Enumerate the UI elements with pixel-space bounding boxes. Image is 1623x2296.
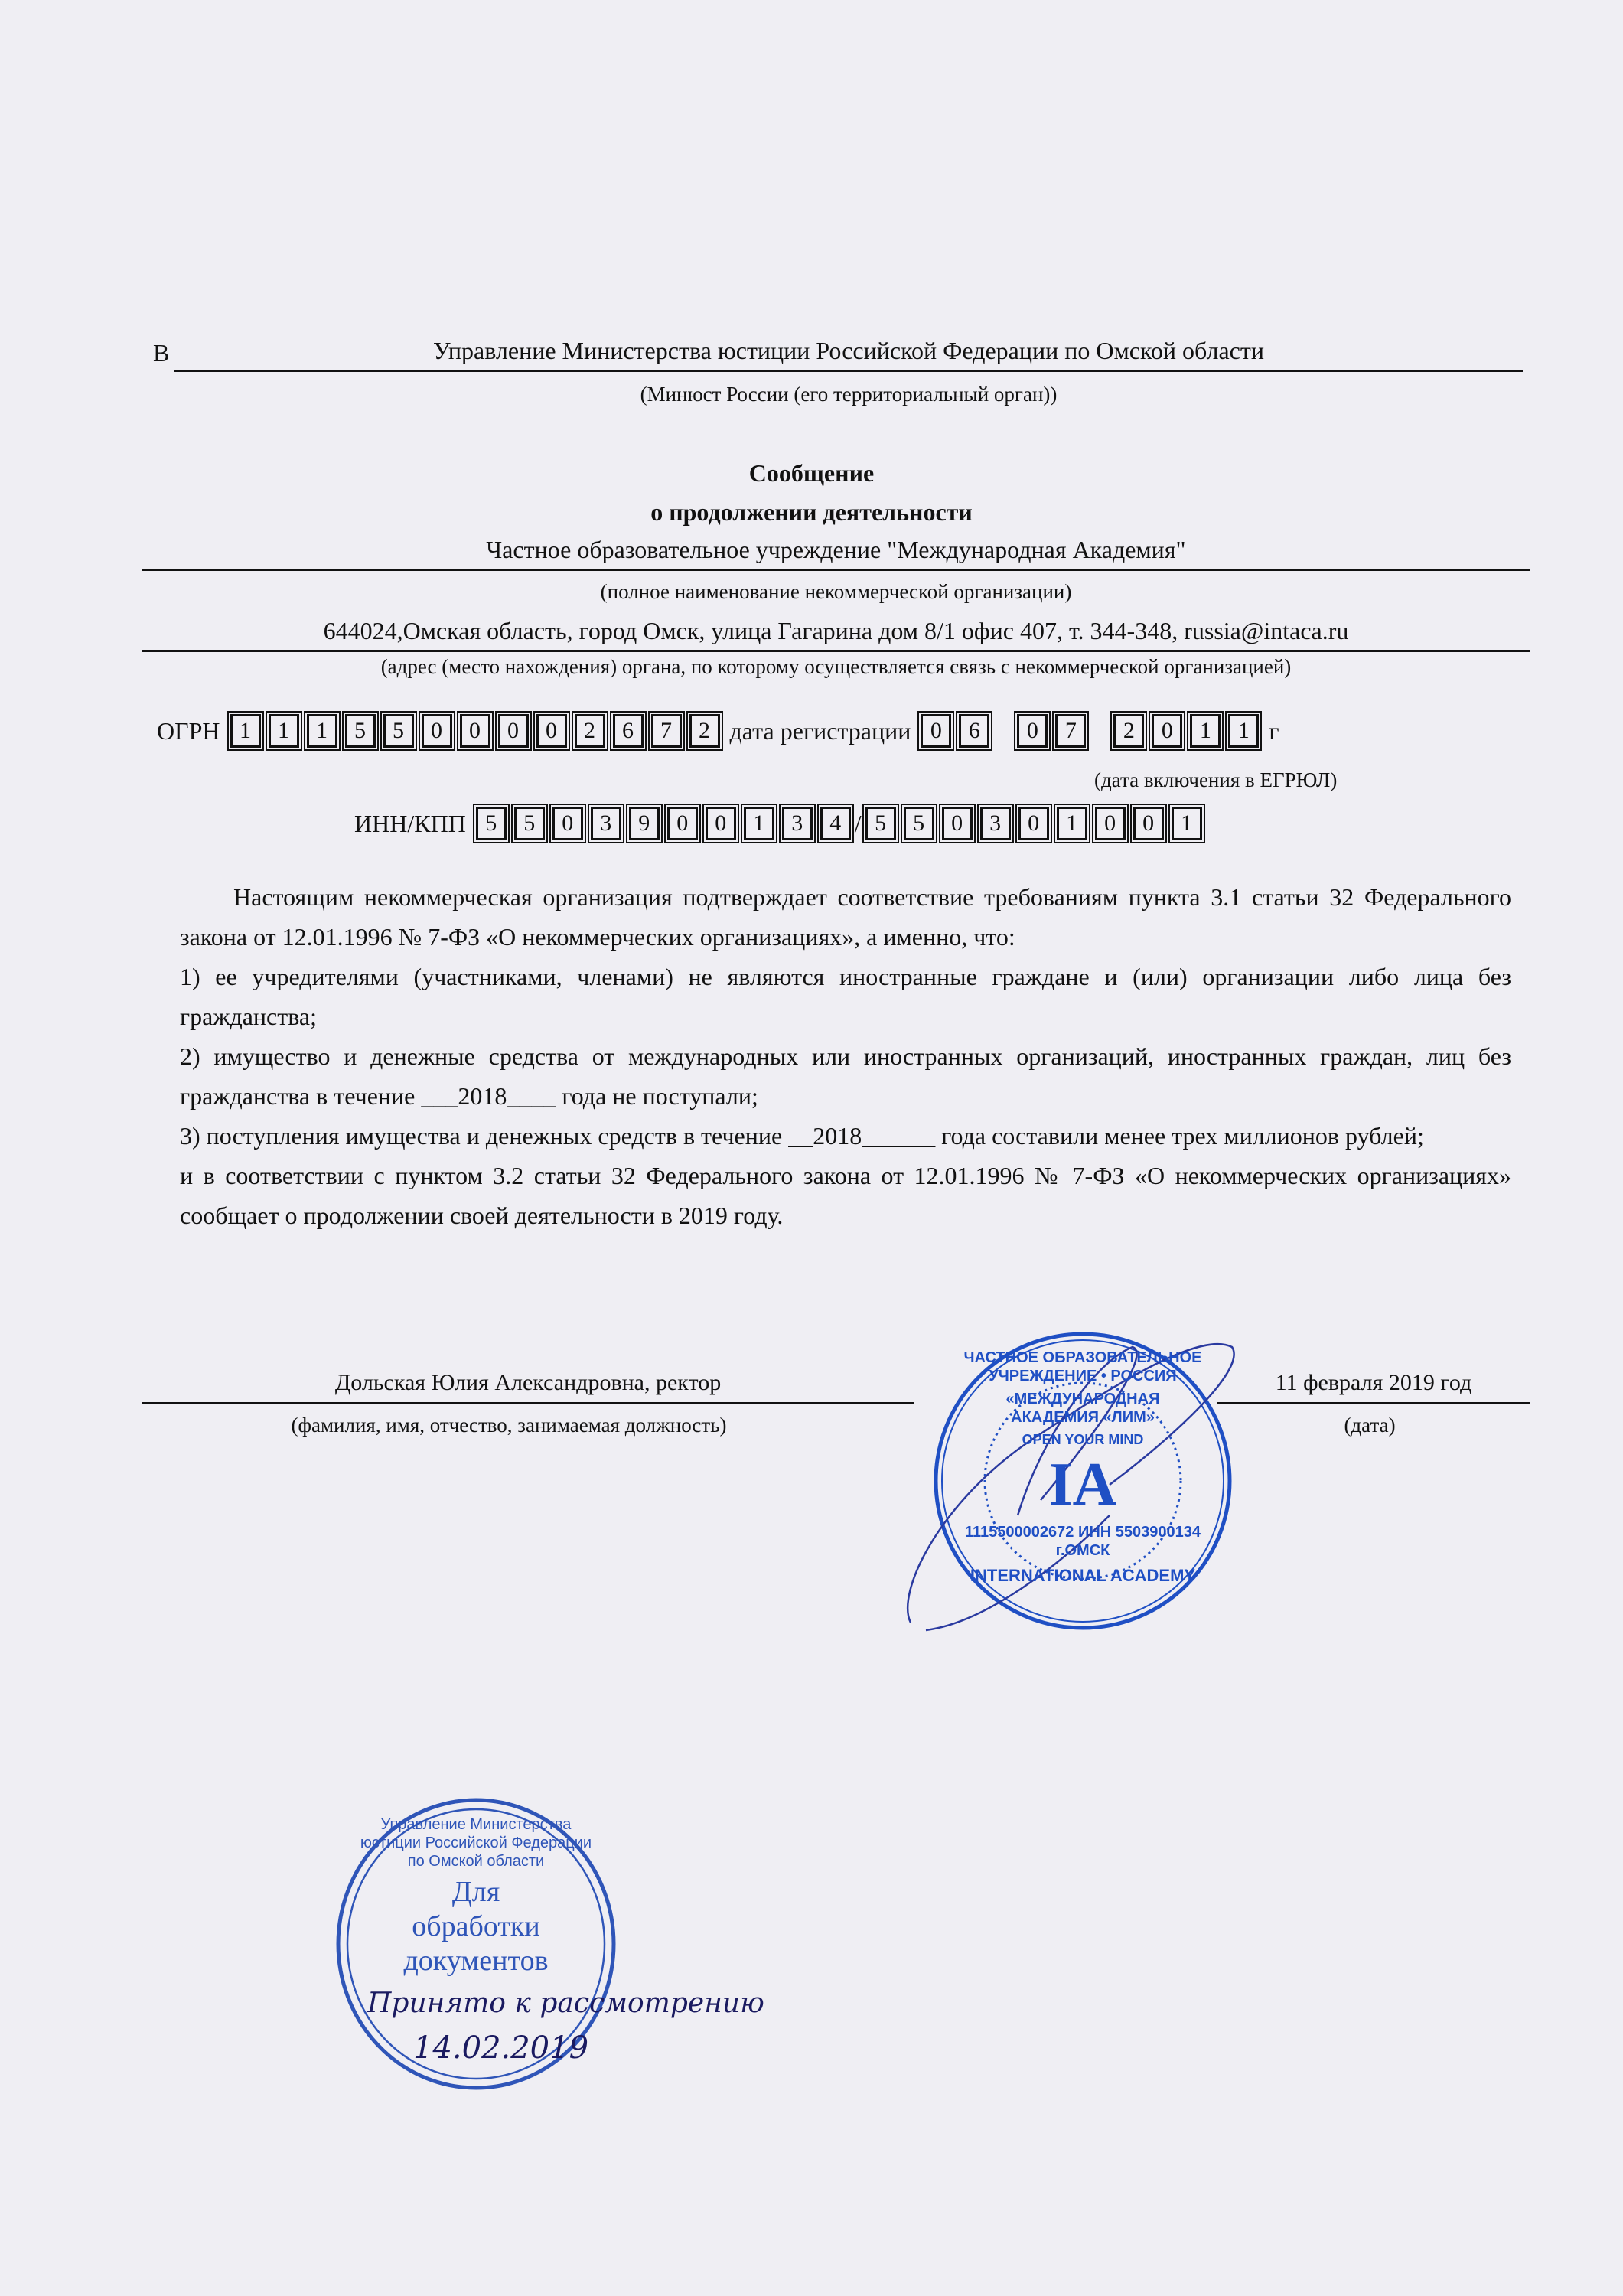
body-text <box>180 877 1511 1235</box>
inn-boxes <box>472 807 855 840</box>
handwritten-note: Принято к рассмотрению <box>367 1988 764 2019</box>
inn-kpp-label: ИНН/КПП <box>354 809 466 837</box>
signature-date: 11 февраля 2019 год <box>1275 1370 1472 1395</box>
recipient-underline <box>174 370 1523 372</box>
digit-box: 2 <box>1113 714 1144 748</box>
body-paragraph-intro: Настоящим некоммерческая организация подтверждает соответствие требованиям пункта 3.1 статьи 32 Федерального закона от 12.01.1996 № 7-ФЗ «О некоммерческих организациях», а именно, что: <box>180 883 1511 951</box>
digit-box: 9 <box>629 807 660 840</box>
handwritten-date: 14.02.2019 <box>413 2030 589 2066</box>
digit-box: 7 <box>651 714 682 748</box>
inn-kpp-row <box>348 807 1206 840</box>
digit-box: 0 <box>536 714 567 748</box>
digit-box: 0 <box>1133 807 1164 840</box>
document-title: Сообщение <box>748 459 875 487</box>
digit-box: 3 <box>980 807 1011 840</box>
year-suffix: г <box>1269 716 1279 745</box>
inn-kpp-separator: / <box>854 809 862 837</box>
registration-date-label: дата регистрации <box>729 716 911 745</box>
address-hint: (адрес (место нахождения) органа, по которому осуществляется связь с некоммерческой организацией) <box>380 655 1292 678</box>
digit-box: 4 <box>820 807 851 840</box>
date-year-boxes <box>1110 714 1263 748</box>
date-month-boxes <box>1013 714 1090 748</box>
digit-box: 6 <box>613 714 644 748</box>
recipient-name: Управление Министерства юстиции Российской Федерации по Омской области <box>433 337 1264 364</box>
document-subtitle: о продолжении деятельности <box>650 498 973 526</box>
digit-box: 5 <box>383 714 414 748</box>
digit-box: 0 <box>667 807 698 840</box>
digit-box: 1 <box>269 714 299 748</box>
digit-box: 0 <box>1095 807 1126 840</box>
digit-box: 0 <box>921 714 951 748</box>
kpp-boxes <box>862 807 1206 840</box>
ministry-stamp-ring-text: Управление Министерства юстиции Российской Федерации по Омской области <box>360 1816 592 1870</box>
digit-box: 0 <box>498 714 529 748</box>
digit-box: 2 <box>689 714 720 748</box>
digit-box: 1 <box>1057 807 1087 840</box>
digit-box: 7 <box>1055 714 1086 748</box>
digit-box: 1 <box>307 714 337 748</box>
signer-name: Дольская Юлия Александровна, ректор <box>334 1370 722 1395</box>
digit-box: 5 <box>476 807 507 840</box>
ogrn-boxes <box>227 714 724 748</box>
digit-box: 1 <box>744 807 774 840</box>
digit-box: 0 <box>706 807 736 840</box>
digit-box: 6 <box>959 714 989 748</box>
digit-box: 5 <box>345 714 376 748</box>
digit-box: 2 <box>575 714 605 748</box>
body-paragraph-conclusion: и в соответствии с пунктом 3.2 статьи 32 Федерального закона от 12.01.1996 № 7-ФЗ «О некоммерческих организациях» сообщает о продолжении своей деятельности в 2019 году. <box>180 1162 1511 1229</box>
digit-box: 0 <box>552 807 583 840</box>
digit-box: 0 <box>422 714 452 748</box>
signer-hint: (фамилия, имя, отчество, занимаемая должность) <box>291 1414 727 1437</box>
organization-underline <box>142 569 1530 571</box>
stamp-monogram: IA <box>1048 1451 1117 1518</box>
digit-box: 0 <box>1018 807 1049 840</box>
ogrn-label: ОГРН <box>157 716 220 745</box>
signer-underline <box>142 1402 914 1404</box>
registration-date-hint: (дата включения в ЕГРЮЛ) <box>1094 768 1338 791</box>
digit-box: 5 <box>514 807 545 840</box>
body-paragraph-item-3: 3) поступления имущества и денежных средств в течение __2018______ года составили менее трех миллионов рублей; <box>180 1122 1424 1150</box>
stamp-english-text: INTERNATIONAL ACADEMY <box>970 1566 1196 1585</box>
stamp-outer-text: ЧАСТНОЕ ОБРАЗОВАТЕЛЬНОЕ УЧРЕЖДЕНИЕ • РОССИЯ <box>963 1349 1202 1384</box>
stamp-motto: OPEN YOUR MIND <box>1022 1432 1144 1447</box>
digit-box: 1 <box>1190 714 1221 748</box>
digit-box: 5 <box>904 807 934 840</box>
digit-box: 0 <box>460 714 490 748</box>
organization-address: 644024,Омская область, город Омск, улица Гагарина дом 8/1 офис 407, т. 344-348, russia@intaca.ru <box>323 617 1349 644</box>
organization-name: Частное образовательное учреждение "Международная Академия" <box>486 536 1186 563</box>
ministry-stamp-line3: документов <box>403 1945 549 1977</box>
digit-box: 0 <box>1152 714 1182 748</box>
digit-box: 0 <box>942 807 973 840</box>
digit-box: 1 <box>1172 807 1202 840</box>
digit-box: 5 <box>865 807 896 840</box>
body-paragraph-item-2: 2) имущество и денежные средства от международных или иностранных организаций, иностранных граждан, лиц без гражданства в течение ___2018____ года не поступали; <box>180 1042 1511 1110</box>
ogrn-row <box>151 714 1285 748</box>
stamp-numbers-text: 1115500002672 ИНН 5503900134 г.ОМСК <box>965 1524 1201 1559</box>
body-paragraph-item-1: 1) ее учредителями (участниками, членами) не являются иностранные граждане и (или) организации либо лица без гражданства; <box>180 963 1511 1030</box>
digit-box: 0 <box>1017 714 1048 748</box>
digit-box: 3 <box>591 807 621 840</box>
date-day-boxes <box>917 714 993 748</box>
to-prefix: В <box>153 339 170 367</box>
ministry-stamp-line1: Для <box>451 1876 500 1908</box>
digit-box: 1 <box>230 714 261 748</box>
digit-box: 1 <box>1228 714 1259 748</box>
digit-box: 3 <box>782 807 813 840</box>
stamp-inner-text: «МЕЖДУНАРОДНАЯ АКАДЕМИЯ «ЛИМ» <box>1005 1391 1160 1426</box>
recipient-hint: (Минюст России (его территориальный орган)) <box>640 383 1058 406</box>
ministry-stamp-line2: обработки <box>412 1910 540 1942</box>
date-hint: (дата) <box>1344 1414 1396 1437</box>
address-underline <box>142 650 1530 652</box>
organization-name-hint: (полное наименование некоммерческой организации) <box>600 580 1072 603</box>
